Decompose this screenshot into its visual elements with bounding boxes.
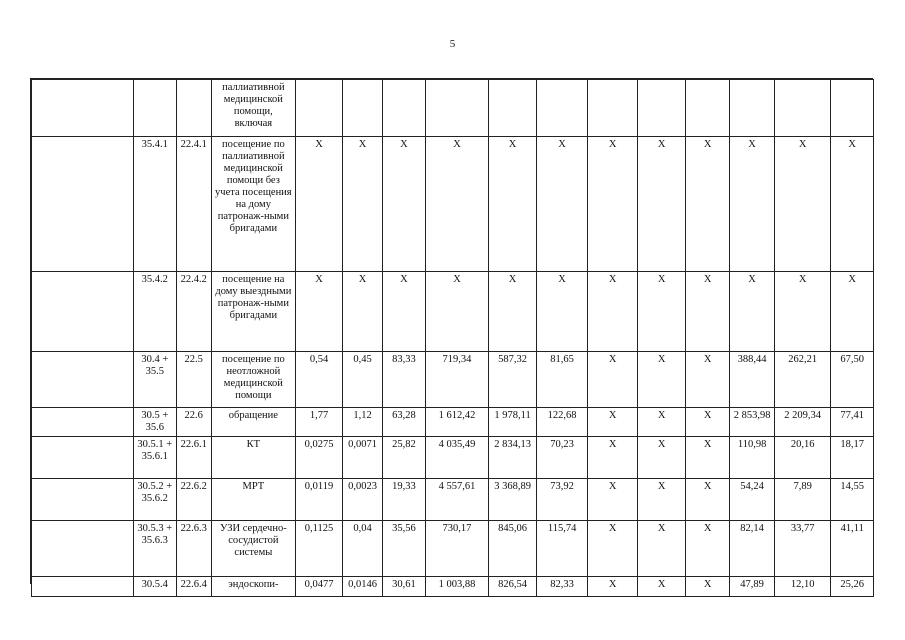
row-code-cell: 30.5.3 + 35.6.3 xyxy=(134,521,176,577)
table-cell: X xyxy=(587,437,638,479)
row-blank-cell xyxy=(32,137,134,272)
table-cell: 3 368,89 xyxy=(488,479,537,521)
table-cell: 20,16 xyxy=(774,437,831,479)
table-cell: 4 557,61 xyxy=(426,479,489,521)
table-cell: X xyxy=(587,352,638,408)
table-cell xyxy=(488,80,537,137)
table-cell: X xyxy=(295,137,343,272)
row-code-cell: 35.4.1 xyxy=(134,137,176,272)
row-blank-cell xyxy=(32,479,134,521)
table-cell: 262,21 xyxy=(774,352,831,408)
table-cell: X xyxy=(587,137,638,272)
table-cell: X xyxy=(537,272,588,352)
row-description-cell: МРТ xyxy=(211,479,295,521)
row-subcode-cell: 22.5 xyxy=(176,352,211,408)
table-cell: 25,26 xyxy=(831,577,874,597)
table-cell: 587,32 xyxy=(488,352,537,408)
table-cell: X xyxy=(587,272,638,352)
table-row xyxy=(32,437,874,479)
row-blank-cell xyxy=(32,80,134,137)
table-cell: X xyxy=(831,137,874,272)
table-cell: 1 978,11 xyxy=(488,408,537,437)
row-description-cell: посещение на дому выездными патронаж-ными бригадами xyxy=(211,272,295,352)
row-code-cell: 30.5.1 + 35.6.1 xyxy=(134,437,176,479)
row-subcode-cell: 22.6 xyxy=(176,408,211,437)
table-cell xyxy=(426,80,489,137)
row-subcode-cell: 22.6.1 xyxy=(176,437,211,479)
table-cell: 1 003,88 xyxy=(426,577,489,597)
table-cell: 33,77 xyxy=(774,521,831,577)
table-cell: 77,41 xyxy=(831,408,874,437)
table-cell: X xyxy=(587,408,638,437)
table-cell: 2 209,34 xyxy=(774,408,831,437)
row-description-cell: посещение по неотложной медицинской помощи xyxy=(211,352,295,408)
table-cell: X xyxy=(382,137,425,272)
table-row xyxy=(32,137,874,272)
table-cell: 2 834,13 xyxy=(488,437,537,479)
table-cell: 12,10 xyxy=(774,577,831,597)
table-cell: 0,0023 xyxy=(343,479,382,521)
table-cell: X xyxy=(685,408,729,437)
table-cell: 19,33 xyxy=(382,479,425,521)
table-cell: 388,44 xyxy=(730,352,774,408)
table-cell: 1,77 xyxy=(295,408,343,437)
table-cell: X xyxy=(295,272,343,352)
table-cell: 2 853,98 xyxy=(730,408,774,437)
table-cell: X xyxy=(638,521,686,577)
table-cell xyxy=(295,80,343,137)
table-cell: X xyxy=(638,437,686,479)
row-description-cell: паллиативной медицинской помощи, включая xyxy=(211,80,295,137)
table-cell: X xyxy=(685,272,729,352)
row-code-cell: 30.4 + 35.5 xyxy=(134,352,176,408)
row-description-cell: посещение по паллиативной медицинской помощи без учета посещения на дому патронаж-ными бригадами xyxy=(211,137,295,272)
row-subcode-cell: 22.6.4 xyxy=(176,577,211,597)
row-subcode-cell: 22.6.2 xyxy=(176,479,211,521)
table-cell: X xyxy=(685,521,729,577)
row-blank-cell xyxy=(32,521,134,577)
table-cell: 0,0477 xyxy=(295,577,343,597)
row-code-cell: 35.4.2 xyxy=(134,272,176,352)
table-cell: X xyxy=(638,137,686,272)
table-cell: 122,68 xyxy=(537,408,588,437)
table-cell: X xyxy=(685,437,729,479)
table-cell: X xyxy=(488,137,537,272)
table-cell: 82,33 xyxy=(537,577,588,597)
table-cell: 25,82 xyxy=(382,437,425,479)
table-cell: 0,0275 xyxy=(295,437,343,479)
table-cell: X xyxy=(831,272,874,352)
table-cell: X xyxy=(426,137,489,272)
table-row xyxy=(32,479,874,521)
table-cell: 14,55 xyxy=(831,479,874,521)
table-cell: 1 612,42 xyxy=(426,408,489,437)
table-cell: 35,56 xyxy=(382,521,425,577)
row-code-cell: 30.5 + 35.6 xyxy=(134,408,176,437)
table-cell xyxy=(685,80,729,137)
row-subcode-cell: 22.6.3 xyxy=(176,521,211,577)
row-description-cell: КТ xyxy=(211,437,295,479)
row-subcode-cell: 22.4.1 xyxy=(176,137,211,272)
row-blank-cell xyxy=(32,272,134,352)
table-cell: 0,04 xyxy=(343,521,382,577)
table-cell: X xyxy=(587,577,638,597)
table-cell: 73,92 xyxy=(537,479,588,521)
table-cell: 18,17 xyxy=(831,437,874,479)
table-cell: X xyxy=(488,272,537,352)
row-description-cell: УЗИ сердечно-сосудистой системы xyxy=(211,521,295,577)
table-cell: X xyxy=(587,521,638,577)
row-blank-cell xyxy=(32,437,134,479)
table-cell: 83,33 xyxy=(382,352,425,408)
table-row xyxy=(32,272,874,352)
row-subcode-cell xyxy=(176,80,211,137)
table-row xyxy=(32,408,874,437)
table-cell: X xyxy=(426,272,489,352)
table-row xyxy=(32,577,874,597)
row-subcode-cell: 22.4.2 xyxy=(176,272,211,352)
table-cell: 0,0146 xyxy=(343,577,382,597)
table-cell: X xyxy=(730,137,774,272)
table-cell xyxy=(774,80,831,137)
table-cell: 0,0071 xyxy=(343,437,382,479)
row-blank-cell xyxy=(32,577,134,597)
table-cell: 0,45 xyxy=(343,352,382,408)
table-cell: X xyxy=(343,272,382,352)
table-cell xyxy=(537,80,588,137)
table-cell: X xyxy=(638,577,686,597)
page-number: 5 xyxy=(449,38,456,50)
table-cell: X xyxy=(382,272,425,352)
table-cell: 7,89 xyxy=(774,479,831,521)
table-row xyxy=(32,80,874,137)
table-cell: 845,06 xyxy=(488,521,537,577)
table-cell: 0,54 xyxy=(295,352,343,408)
table-cell: X xyxy=(638,272,686,352)
table-cell xyxy=(831,80,874,137)
table-cell: X xyxy=(638,352,686,408)
table-cell: 30,61 xyxy=(382,577,425,597)
table-cell: X xyxy=(685,137,729,272)
table-cell: 4 035,49 xyxy=(426,437,489,479)
table-cell: 0,0119 xyxy=(295,479,343,521)
table-cell: X xyxy=(537,137,588,272)
table-cell xyxy=(638,80,686,137)
row-code-cell: 30.5.4 xyxy=(134,577,176,597)
table-cell: 730,17 xyxy=(426,521,489,577)
table-cell: 1,12 xyxy=(343,408,382,437)
table-cell xyxy=(382,80,425,137)
table-cell: 63,28 xyxy=(382,408,425,437)
table-cell: 47,89 xyxy=(730,577,774,597)
table-cell: 110,98 xyxy=(730,437,774,479)
table-cell xyxy=(587,80,638,137)
row-code-cell: 30.5.2 + 35.6.2 xyxy=(134,479,176,521)
table-cell: 81,65 xyxy=(537,352,588,408)
table-cell: X xyxy=(685,577,729,597)
row-description-cell: обращение xyxy=(211,408,295,437)
data-table-frame xyxy=(30,78,873,590)
table-cell: 54,24 xyxy=(730,479,774,521)
table-cell: 0,1125 xyxy=(295,521,343,577)
table-cell: X xyxy=(730,272,774,352)
table-cell: X xyxy=(774,137,831,272)
data-table xyxy=(31,79,874,597)
table-row xyxy=(32,521,874,577)
table-cell: X xyxy=(774,272,831,352)
table-cell: X xyxy=(587,479,638,521)
table-cell: 719,34 xyxy=(426,352,489,408)
table-cell: X xyxy=(638,408,686,437)
row-blank-cell xyxy=(32,352,134,408)
row-description-cell: эндоскопи- xyxy=(211,577,295,597)
row-blank-cell xyxy=(32,408,134,437)
table-cell: 67,50 xyxy=(831,352,874,408)
table-cell: X xyxy=(638,479,686,521)
table-row xyxy=(32,352,874,408)
table-cell: X xyxy=(685,479,729,521)
table-cell: 41,11 xyxy=(831,521,874,577)
table-cell: 826,54 xyxy=(488,577,537,597)
table-cell: 115,74 xyxy=(537,521,588,577)
table-cell xyxy=(343,80,382,137)
table-cell: X xyxy=(343,137,382,272)
table-cell: 82,14 xyxy=(730,521,774,577)
table-cell: X xyxy=(685,352,729,408)
table-cell: 70,23 xyxy=(537,437,588,479)
table-cell xyxy=(730,80,774,137)
row-code-cell xyxy=(134,80,176,137)
